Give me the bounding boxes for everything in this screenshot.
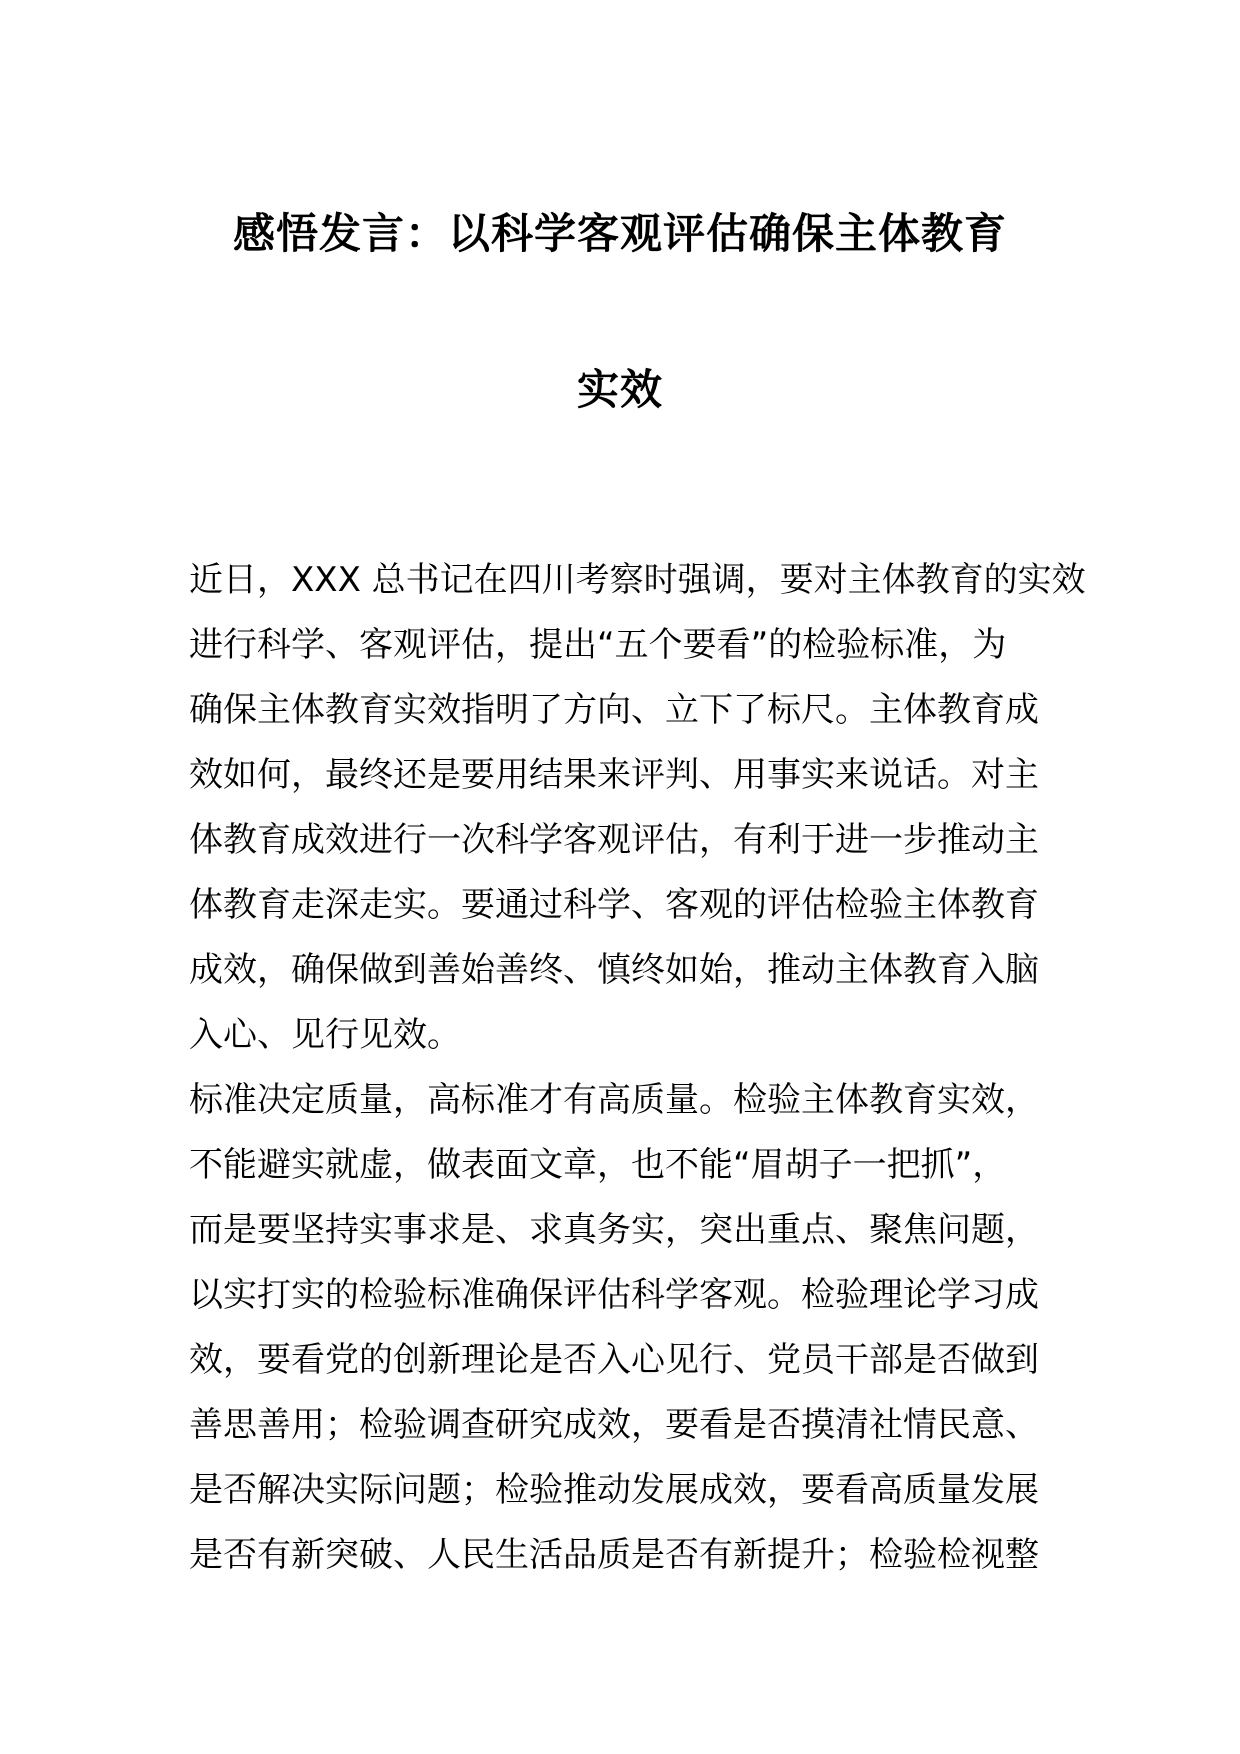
paragraph-line: 近日，XXX 总书记在四川考察时强调，要对主体教育的实效 bbox=[189, 560, 1086, 600]
document-title-line-2: 实效 bbox=[576, 365, 663, 414]
paragraph-line: 成效，确保做到善始善终、慎终如始，推动主体教育入脑 bbox=[189, 950, 1039, 990]
paragraph-line: 是否解决实际问题；检验推动发展成效，要看高质量发展 bbox=[189, 1470, 1039, 1510]
paragraph-line: 效，要看党的创新理论是否入心见行、党员干部是否做到 bbox=[189, 1340, 1039, 1380]
paragraph-1 bbox=[189, 548, 1086, 1068]
paragraph-line: 确保主体教育实效指明了方向、立下了标尺。主体教育成 bbox=[189, 690, 1039, 730]
paragraph-line: 善思善用；检验调查研究成效，要看是否摸清社情民意、 bbox=[189, 1405, 1039, 1445]
paragraph-line: 而是要坚持实事求是、求真务实，突出重点、聚焦问题， bbox=[189, 1210, 1039, 1250]
paragraph-line: 体教育走深走实。要通过科学、客观的评估检验主体教育 bbox=[189, 885, 1039, 925]
paragraph-line: 不能避实就虚，做表面文章，也不能“眉胡子一把抓”， bbox=[189, 1145, 1007, 1185]
paragraph-line: 是否有新突破、人民生活品质是否有新提升；检验检视整 bbox=[189, 1535, 1039, 1575]
paragraph-line: 标准决定质量，高标准才有高质量。检验主体教育实效， bbox=[189, 1080, 1039, 1120]
paragraph-line: 效如何，最终还是要用结果来评判、用事实来说话。对主 bbox=[189, 755, 1039, 795]
paragraph-line: 进行科学、客观评估，提出“五个要看”的检验标准，为 bbox=[189, 625, 1007, 665]
paragraph-line: 以实打实的检验标准确保评估科学客观。检验理论学习成 bbox=[189, 1275, 1039, 1315]
paragraph-line: 入心、见行见效。 bbox=[189, 1015, 461, 1055]
document-title-line-1: 感悟发言：以科学客观评估确保主体教育 bbox=[232, 209, 1007, 258]
document-body bbox=[189, 548, 1086, 1588]
paragraph-line: 体教育成效进行一次科学客观评估，有利于进一步推动主 bbox=[189, 820, 1039, 860]
paragraph-2 bbox=[189, 1068, 1059, 1588]
